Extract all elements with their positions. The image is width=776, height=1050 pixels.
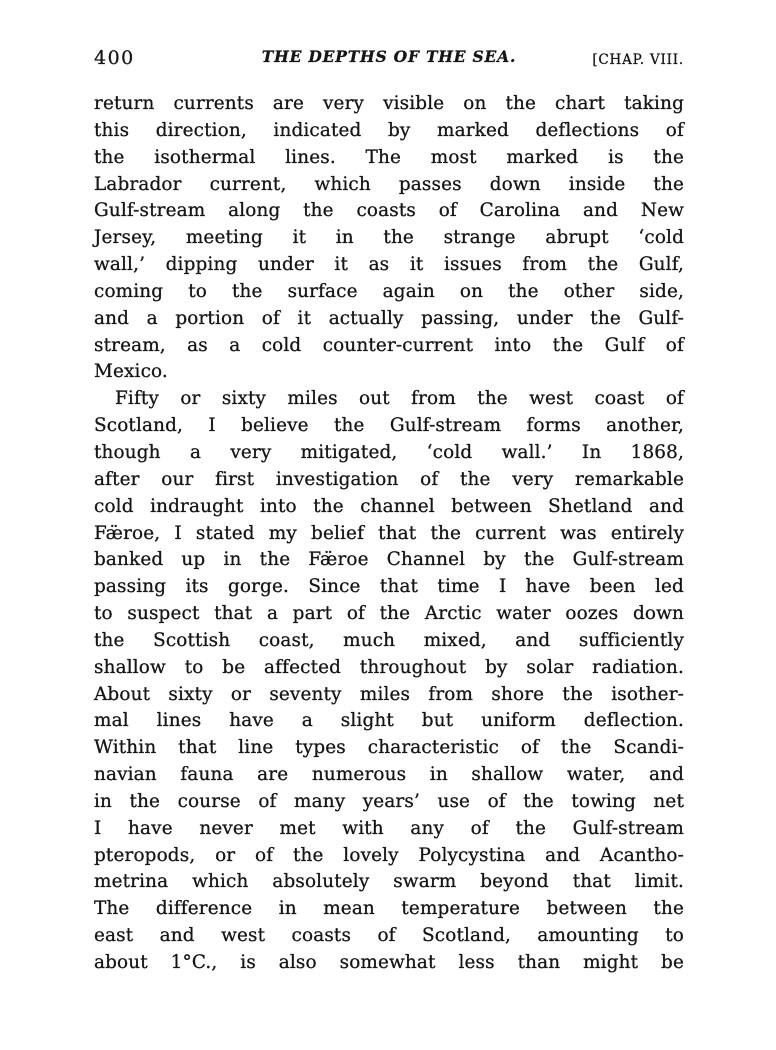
- text-line: coming to the surface again on the other side,: [94, 280, 684, 302]
- running-title: THE DEPTHS OF THE SEA.: [261, 47, 517, 66]
- text-line: Jersey, meeting it in the strange abrupt ‘cold: [94, 227, 684, 249]
- text-line: Scotland, I believe the Gulf-stream forms another,: [94, 415, 684, 437]
- text-line: though a very mitigated, ‘cold wall.’ In 1868,: [94, 441, 684, 463]
- text-line: metrina which absolutely swarm beyond that limit.: [94, 871, 684, 893]
- text-line: Labrador current, which passes down inside the: [94, 173, 684, 195]
- text-line: I have never met with any of the Gulf-stream: [94, 817, 684, 839]
- chapter-label: [CHAP. VIII.: [592, 52, 684, 68]
- text-line: shallow to be affected throughout by solar radiation.: [94, 656, 684, 678]
- text-line: About sixty or seventy miles from shore the isother-: [94, 683, 684, 705]
- page-header: [94, 47, 684, 69]
- page-number: 400: [94, 47, 135, 69]
- text-line: about 1°C., is also somewhat less than might be: [94, 952, 684, 973]
- text-line: stream, as a cold counter-current into the Gulf of: [94, 334, 684, 356]
- text-line: The difference in mean temperature between the: [94, 898, 684, 920]
- text-line: east and west coasts of Scotland, amounting to: [94, 925, 684, 947]
- text-line: Within that line types characteristic of the Scandi-: [94, 737, 684, 759]
- text-line: after our first investigation of the very remarkable: [94, 468, 684, 490]
- text-line: Fifty or sixty miles out from the west coast of: [115, 388, 684, 410]
- text-line: banked up in the Fæ̈roe Channel by the Gulf-stream: [94, 549, 684, 571]
- text-line: wall,’ dipping under it as it issues from the Gulf,: [94, 254, 684, 276]
- text-line: return currents are very visible on the chart taking: [94, 93, 684, 114]
- text-line: Fæ̈roe, I stated my belief that the current was entirely: [94, 522, 684, 544]
- text-line: in the course of many years’ use of the towing net: [94, 790, 684, 812]
- text-line: and a portion of it actually passing, under the Gulf-: [94, 307, 684, 329]
- text-line: pteropods, or of the lovely Polycystina and Acantho-: [94, 844, 684, 866]
- text-line: the isothermal lines. The most marked is the: [94, 146, 684, 168]
- text-line: passing its gorge. Since that time I have been led: [94, 576, 684, 598]
- text-line: to suspect that a part of the Arctic water oozes down: [94, 603, 684, 625]
- text-line: the Scottish coast, much mixed, and sufficiently: [94, 629, 684, 651]
- page-body: [94, 91, 684, 977]
- text-line: mal lines have a slight but uniform deflection.: [94, 710, 684, 732]
- text-line: cold indraught into the channel between Shetland and: [94, 495, 684, 517]
- text-line: Gulf-stream along the coasts of Carolina and New: [94, 200, 684, 222]
- text-line: this direction, indicated by marked deflections of: [94, 119, 684, 141]
- text-line: navian fauna are numerous in shallow water, and: [94, 764, 684, 786]
- text-line: Mexico.: [94, 361, 168, 383]
